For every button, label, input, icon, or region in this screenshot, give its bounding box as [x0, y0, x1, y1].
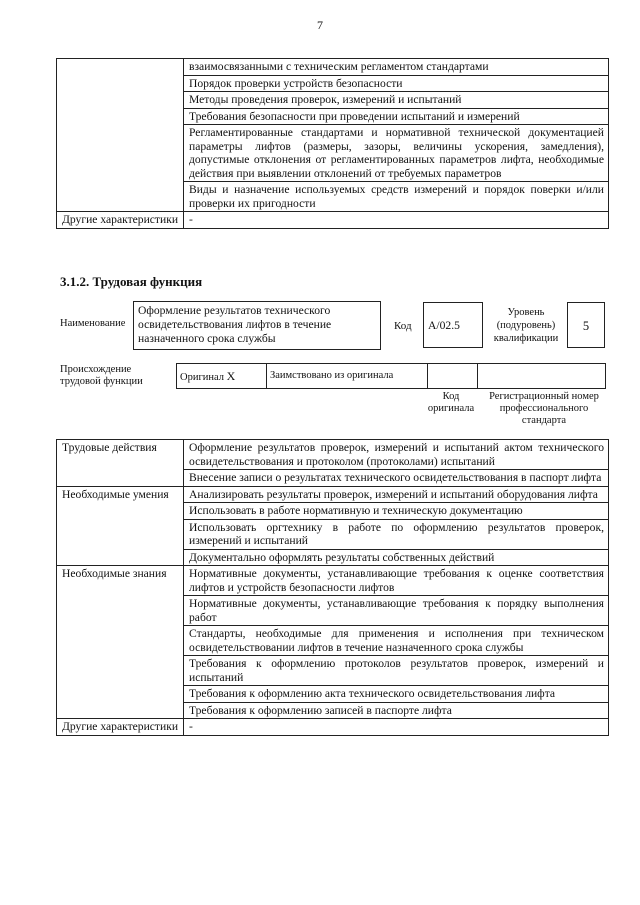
- table-cell: Виды и назначение используемых средств измерений и порядок поверки и/или проверки их пригодности: [184, 182, 609, 212]
- divider: [266, 364, 267, 388]
- table-cell: Стандарты, необходимые для применения и исполнения при техническом освидетельствовании лифтов в течение назначенного срока службы: [184, 626, 609, 656]
- knowledge-label: Необходимые знания: [57, 566, 184, 719]
- other-characteristics-label: Другие характеристики: [57, 719, 184, 736]
- section-title: 3.1.2. Трудовая функция: [60, 274, 203, 289]
- table-row: [57, 59, 609, 76]
- table-cell: Нормативные документы, устанавливающие требования к порядку выполнения работ: [184, 596, 609, 626]
- code-label: Код: [394, 320, 412, 332]
- labor-actions-label: Трудовые действия: [57, 440, 184, 487]
- code-value-box: A/02.5: [423, 302, 483, 348]
- origin-label: Происхождение трудовой функции: [60, 364, 143, 387]
- table-cell: Требования безопасности при проведении испытаний и измерений: [184, 108, 609, 125]
- table-cell: Порядок проверки устройств безопасности: [184, 75, 609, 92]
- knowledge-continuation-table: [56, 58, 609, 229]
- table-row: [57, 719, 609, 736]
- other-characteristics-value: -: [184, 212, 609, 229]
- empty-label-cell: [57, 59, 184, 212]
- table-row: [57, 440, 609, 470]
- original-label: Оригинал X: [180, 369, 236, 383]
- qualification-level-label: Уровень (подуровень) квалификации: [493, 307, 559, 344]
- other-characteristics-label: Другие характеристики: [57, 212, 184, 229]
- skills-label: Необходимые умения: [57, 486, 184, 566]
- table-cell: Оформление результатов проверок, измерений и испытаний актом технического освидетельствования и протоколом (протоколами) испытаний: [184, 440, 609, 470]
- page-number: 7: [317, 18, 323, 32]
- code-original-label: Код оригинала: [427, 391, 475, 414]
- labor-function-table: [56, 439, 609, 736]
- table-cell: Внесение записи о результатах технического освидетельствования в паспорт лифта: [184, 470, 609, 487]
- table-cell: Регламентированные стандартами и нормативной технической документацией параметры лифтов (размеры, зазоры, величины ускорения, замедления), допустимые отклонения от регламентированных параметров лифта, необходимые действия при выявлении отклонений от требуемых параметров: [184, 125, 609, 182]
- table-row: [57, 566, 609, 596]
- table-cell: Анализировать результаты проверок, измерений и испытаний оборудования лифта: [184, 486, 609, 503]
- table-cell: Требования к оформлению протоколов результатов проверок, измерений и испытаний: [184, 656, 609, 686]
- table-cell: Документально оформлять результаты собственных действий: [184, 549, 609, 566]
- table-row: [57, 212, 609, 229]
- table-cell: Нормативные документы, устанавливающие требования к оценке соответствия лифтов и устройств безопасности лифтов: [184, 566, 609, 596]
- function-name-box: Оформление результатов технического освидетельствования лифтов в течение назначенного срока службы: [133, 301, 381, 350]
- other-characteristics-value: -: [184, 719, 609, 736]
- table-cell: Требования к оформлению записей в паспорте лифта: [184, 702, 609, 719]
- divider: [427, 364, 428, 388]
- name-label: Наименование: [60, 318, 126, 329]
- table-cell: взаимосвязанными с техническим регламентом стандартами: [184, 59, 609, 76]
- table-cell: Требования к оформлению акта технического освидетельствования лифта: [184, 686, 609, 703]
- qualification-level-value: 5: [567, 302, 605, 348]
- origin-row-box: [176, 363, 606, 389]
- divider: [477, 364, 478, 388]
- table-cell: Использовать в работе нормативную и техническую документацию: [184, 503, 609, 520]
- table-cell: Методы проведения проверок, измерений и испытаний: [184, 92, 609, 109]
- registration-number-label: Регистрационный номер профессионального стандарта: [489, 391, 599, 426]
- table-cell: Использовать оргтехнику в работе по оформлению результатов проверок, измерений и испытаний: [184, 519, 609, 549]
- borrowed-label: Заимствовано из оригинала: [270, 370, 394, 381]
- table-row: [57, 486, 609, 503]
